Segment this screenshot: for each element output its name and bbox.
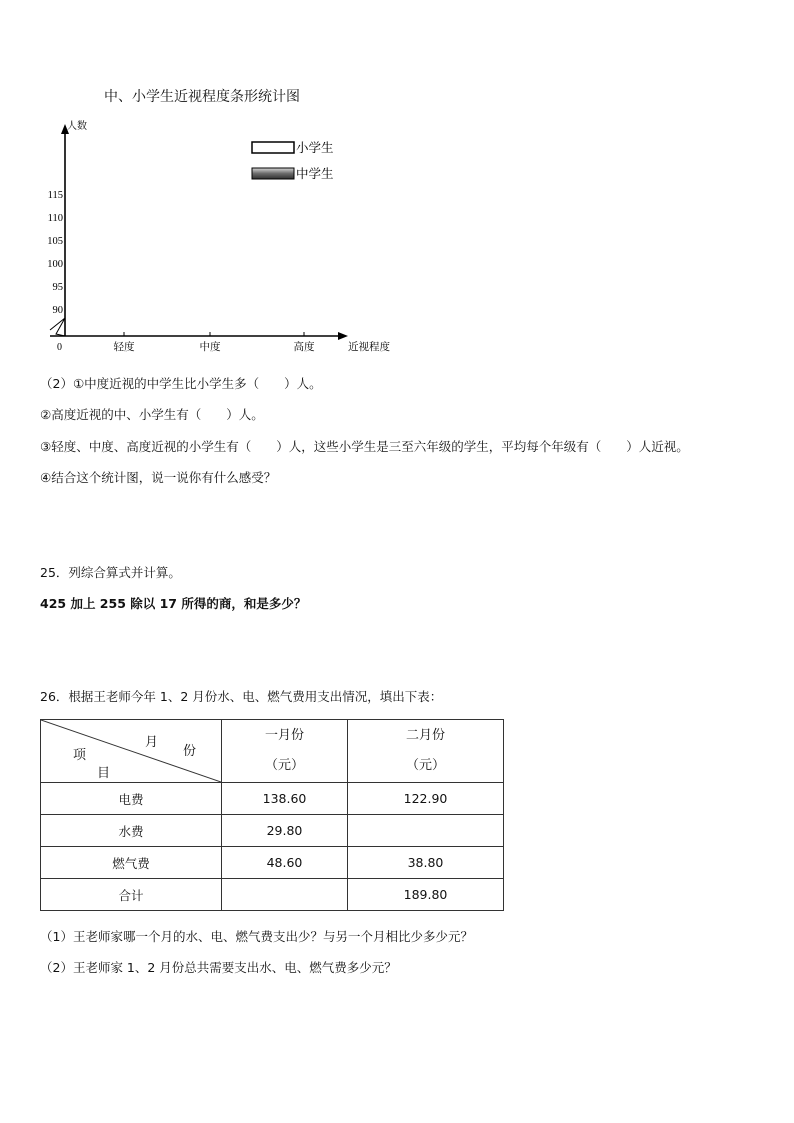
cell-jan: [222, 879, 348, 911]
cell-feb: [348, 815, 504, 847]
y-tick-label: 115: [47, 190, 63, 201]
q24-line-3: ③轻度、中度、高度近视的小学生有（ ）人，这些小学生是三至六年级的学生，平均每个年级有（ ）人近视。: [40, 439, 689, 454]
table-row: [41, 815, 504, 847]
x-category-labels: [114, 340, 315, 353]
q26-title: 26．根据王老师今年 1、2 月份水、电、燃气费用支出情况，填出下表：: [40, 689, 443, 704]
table-corner-header: [41, 720, 222, 783]
x-axis-arrow: [338, 332, 348, 340]
q26-question-2: （2）王老师家 1、2 月份总共需要支出水、电、燃气费多少元？: [40, 960, 397, 975]
y-tick-label: 110: [47, 213, 63, 224]
cell-feb: 122.90: [348, 783, 504, 815]
corner-eye: 目: [97, 766, 111, 781]
q26-question-1: （1）王老师家哪一个月的水、电、燃气费支出少？与另一个月相比少多少元？: [40, 929, 473, 944]
corner-part: 份: [183, 744, 197, 759]
x-category-label: 轻度: [113, 342, 135, 353]
header-jan: 一月份 （元）: [222, 720, 348, 783]
y-axis-label: 人数: [67, 121, 87, 132]
legend-swatch-middle: [252, 168, 294, 179]
table-row: [41, 847, 504, 879]
row-label: 合计: [41, 879, 222, 911]
x-category-label: 高度: [293, 342, 315, 353]
chart-title: 中、小学生近视程度条形统计图: [104, 89, 300, 105]
cell-feb: 189.80: [348, 879, 504, 911]
corner-item: 项: [73, 748, 87, 763]
y-tick-label: 100: [47, 259, 63, 270]
q25-text: 425 加上 255 除以 17 所得的商，和是多少？: [40, 596, 307, 611]
legend-label-primary: 小学生: [296, 141, 334, 155]
q25-title: 25．列综合算式并计算。: [40, 565, 181, 580]
q24-line-4: ④结合这个统计图，说一说你有什么感受？: [40, 470, 277, 485]
table-row: [41, 879, 504, 911]
x-axis-label: 近视程度: [348, 342, 390, 353]
row-label: 水费: [41, 815, 222, 847]
q24-line-1: （2）①中度近视的中学生比小学生多（ ）人。: [40, 376, 322, 391]
bar-chart: [30, 112, 410, 360]
legend-swatch-primary: [252, 142, 294, 153]
fee-table: [40, 719, 504, 911]
y-tick-label: 105: [47, 236, 63, 247]
cell-jan: 138.60: [222, 783, 348, 815]
cell-jan: 48.60: [222, 847, 348, 879]
origin-label: 0: [57, 342, 62, 353]
row-label: 电费: [41, 783, 222, 815]
x-category-label: 中度: [199, 342, 221, 353]
y-tick-label: 90: [52, 305, 63, 316]
legend-label-middle: 中学生: [296, 167, 334, 181]
y-tick-label: 95: [52, 282, 63, 293]
row-label: 燃气费: [41, 847, 222, 879]
table-row: [41, 783, 504, 815]
q24-line-2: ②高度近视的中、小学生有（ ）人。: [40, 407, 264, 422]
cell-feb: 38.80: [348, 847, 504, 879]
header-feb: 二月份 （元）: [348, 720, 504, 783]
axis-break: [50, 318, 65, 336]
cell-jan: 29.80: [222, 815, 348, 847]
corner-month: 月: [145, 735, 159, 750]
y-tick-labels: [47, 190, 63, 316]
